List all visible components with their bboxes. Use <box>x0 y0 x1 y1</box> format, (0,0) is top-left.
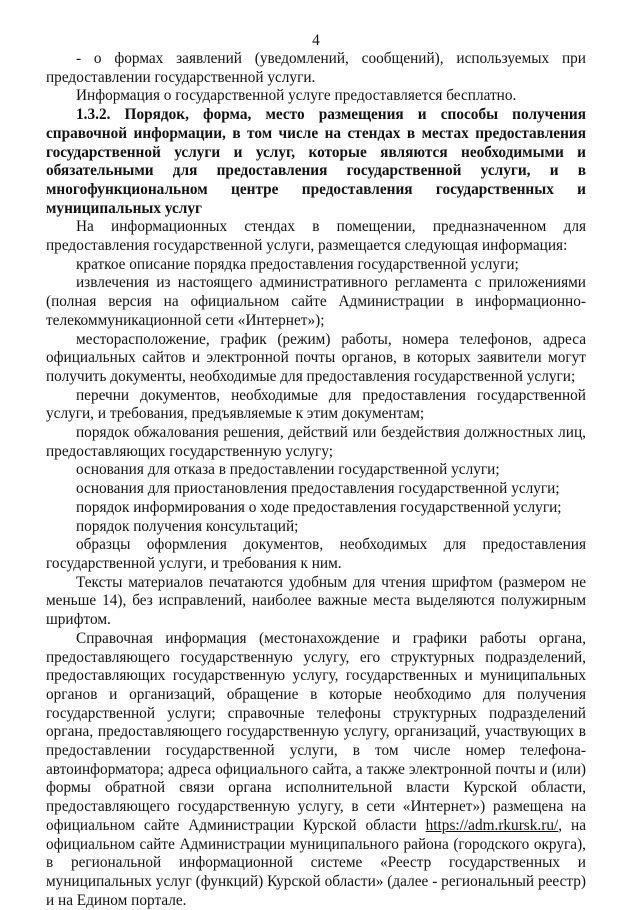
list-item: образцы оформления документов, необходимых для предоставления государственной услуги, и требования к ним. <box>46 536 586 572</box>
list-item: перечни документов, необходимые для предоставления государственной услуги, и требования, предъявляемые к этим документам; <box>46 386 586 423</box>
paragraph-forms: - о формах заявлений (уведомлений, сообщений), используемых при предоставлении государственной услуги. <box>46 50 586 86</box>
paragraph-reference-info <box>46 630 586 910</box>
page-number: 4 <box>312 32 320 49</box>
list-item: основания для отказа в предоставлении государственной услуги; <box>76 461 500 479</box>
list-item: порядок информирования о ходе предоставления государственной услуги; <box>76 498 562 516</box>
paragraph-free-of-charge: Информация о государственной услуге предоставляется бесплатно. <box>76 87 517 105</box>
section-heading-1-3-2: 1.3.2. Порядок, форма, место размещения и способы получения справочной информации, в том числе на стендах в местах предоставления государственной услуги и услуг, которые являются необходимыми и обязательными для предоставления государственной услуги, и в многофункциональном центре предоставления государственных и муниципальных услуг <box>46 106 586 217</box>
reference-info-text: Справочная информация (местонахождение и графики работы органа, предоставляющего государственную услугу, его структурных подразделений, предоставляющих государственную услугу, государственных и муниципальных органов и организаций, обращение в которые необходимо для получения государственной услуги; справочные телефоны структурных подразделений органа, предоставляющего государственную услугу, организаций, участвующих в предоставлении государственной услуги, в том числе номер телефона-автоинформатора; адреса официального сайта, а также электронной почты и (или) формы обратной связи органа исполнительной власти Курской области, предоставляющего государственную услугу, в сети «Интернет») размещена на официальном сайте Администрации Курской области <box>46 629 586 834</box>
document-body <box>46 50 586 910</box>
list-item: порядок получения консультаций; <box>76 517 299 535</box>
list-item: основания для приостановления предоставления государственной услуги; <box>76 480 560 498</box>
reference-info-text-continued: , на официальном сайте Администрации муниципального района (городского округа), в региональной информационной системе «Реестр государственных и муниципальных услуг (функций) Курской области» (далее - региональный реестр) и на Едином портале. <box>46 816 587 909</box>
paragraph-info-stands: На информационных стендах в помещении, предназначенном для предоставления государственной услуги, размещается следующая информация: <box>46 218 586 255</box>
admin-website-link[interactable]: https://adm.rkursk.ru/ <box>425 816 559 834</box>
list-item: месторасположение, график (режим) работы, номера телефонов, адреса официальных сайтов и электронной почты органов, в которых заявители могут получить документы, необходимые для предоставления государственной услуги; <box>46 330 586 385</box>
list-item: извлечения из настоящего административного регламента с приложениями (полная версия на официальном сайте Администрации в информационно-телекоммуникационной сети «Интернет»); <box>46 274 586 329</box>
list-item: порядок обжалования решения, действий или бездействия должностных лиц, предоставляющих государственную услугу; <box>46 424 586 460</box>
list-item: краткое описание порядка предоставления государственной услуги; <box>76 255 519 273</box>
paragraph-font-requirements: Тексты материалов печатаются удобным для чтения шрифтом (размером не меньше 14), без исправлений, наиболее важные места выделяются полужирным шрифтом. <box>46 573 586 629</box>
